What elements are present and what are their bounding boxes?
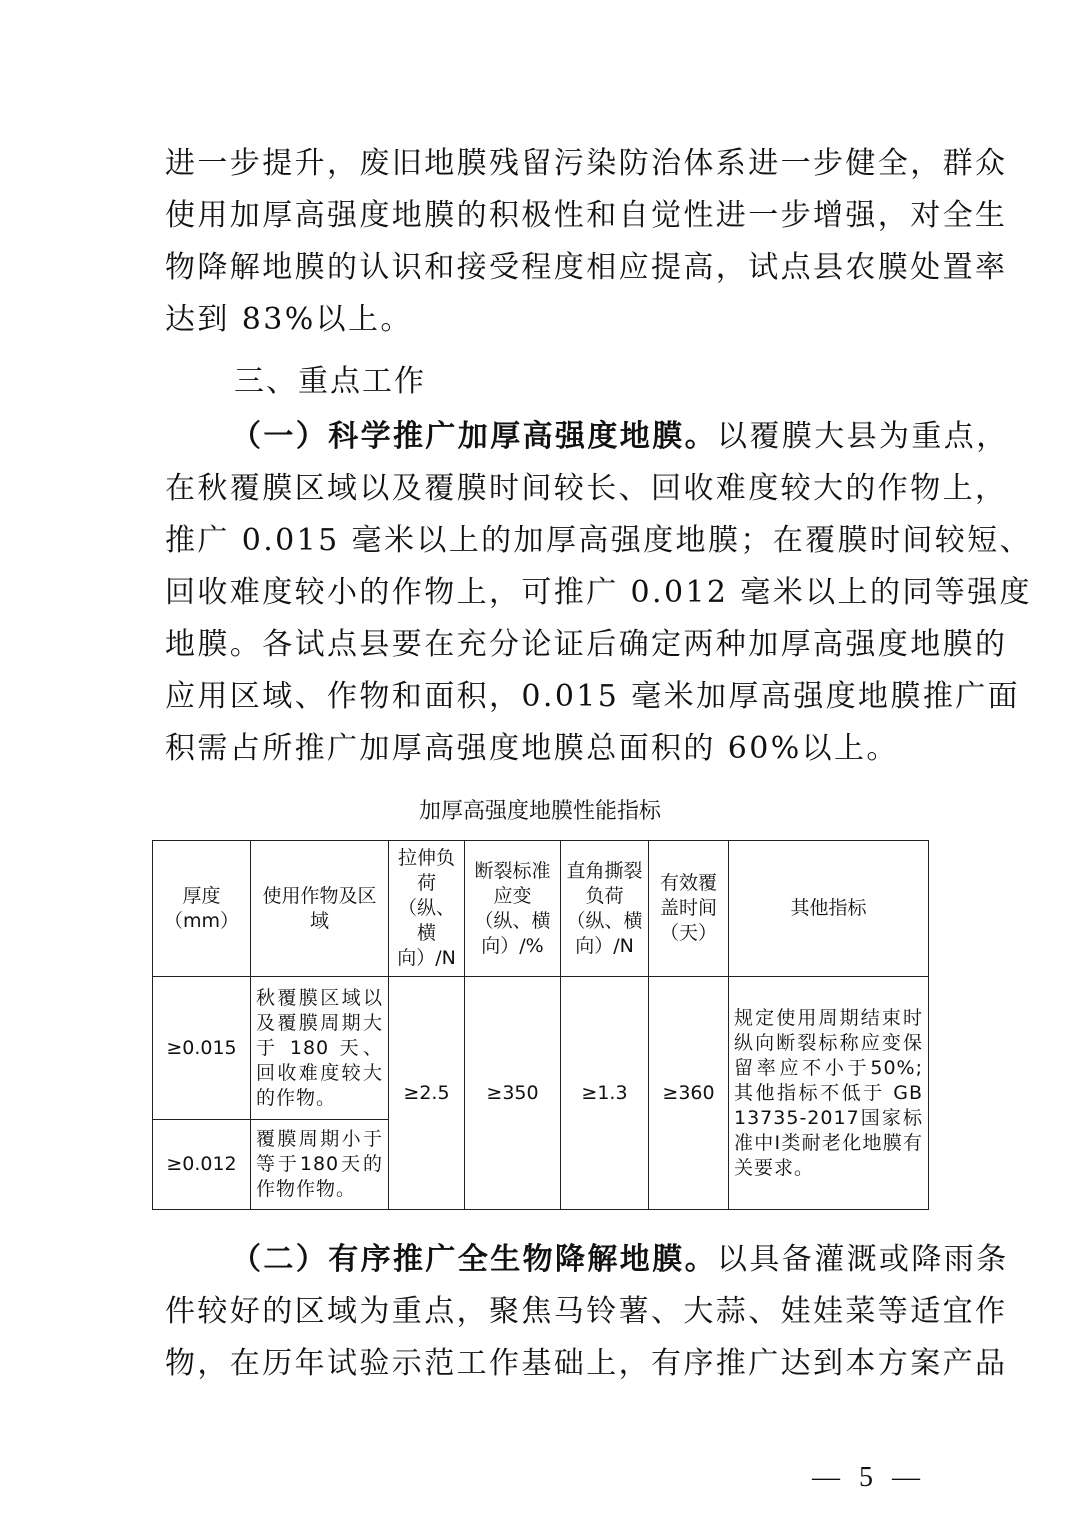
text-line xyxy=(165,411,1009,463)
strain-cell: ≥350 xyxy=(465,977,561,1210)
table-title: 加厚高强度地膜性能指标 xyxy=(418,799,661,824)
section-two-first-line: 以具备灌溉或降雨条 xyxy=(717,1242,1009,1277)
section-one-title: （一）科学推广加厚高强度地膜。 xyxy=(231,419,717,454)
header-other: 其他指标 xyxy=(729,841,929,977)
header-tensile-load: 拉伸负荷（纵、横向）/N xyxy=(389,841,465,977)
header-crops: 使用作物及区域 xyxy=(251,841,389,977)
table-row xyxy=(153,977,929,1120)
text-line: 应用区域、作物和面积，0.015 毫米加厚高强度地膜推广面 xyxy=(165,679,1021,714)
page-number: — 5 — xyxy=(812,1462,926,1493)
header-tear-load: 直角撕裂负荷（纵、横向）/N xyxy=(561,841,649,977)
tensile-load-cell: ≥2.5 xyxy=(389,977,465,1210)
text-line: 物降解地膜的认识和接受程度相应提高，试点县农膜处置率 xyxy=(165,250,1008,285)
tear-load-cell: ≥1.3 xyxy=(561,977,649,1210)
text-line: 达到 83%以上。 xyxy=(165,302,413,337)
other-criteria-cell: 规定使用周期结束时纵向断裂标称应变保留率应不小于50%;其他指标不低于 GB 13735-2017国家标准中I类耐老化地膜有关要求。 xyxy=(729,977,929,1210)
text-line: 积需占所推广加厚高强度地膜总面积的 60%以上。 xyxy=(165,731,899,766)
section-one-first-line: 以覆膜大县为重点， xyxy=(717,419,1009,454)
thickness-cell: ≥0.015 xyxy=(153,977,251,1120)
section-two-paragraph xyxy=(165,1234,1009,1390)
performance-table xyxy=(152,840,929,1210)
thickness-cell: ≥0.012 xyxy=(153,1120,251,1210)
text-line: 回收难度较小的作物上，可推广 0.012 毫米以上的同等强度 xyxy=(165,575,1032,610)
section-heading: 三、重点工作 xyxy=(234,364,426,399)
header-cover-days: 有效覆盖时间（天） xyxy=(649,841,729,977)
crops-cell: 秋覆膜区域以及覆膜周期大于 180 天、回收难度较大的作物。 xyxy=(251,977,389,1120)
text-line: 件较好的区域为重点，聚焦马铃薯、大蒜、娃娃菜等适宜作 xyxy=(165,1294,1008,1329)
text-line: 使用加厚高强度地膜的积极性和自觉性进一步增强，对全生 xyxy=(165,198,1008,233)
section-one-paragraph xyxy=(165,411,1032,775)
intro-paragraph xyxy=(165,138,1008,346)
text-line: 进一步提升，废旧地膜残留污染防治体系进一步健全，群众 xyxy=(165,146,1008,181)
header-thickness: 厚度（mm） xyxy=(153,841,251,977)
text-line xyxy=(165,1234,1009,1286)
text-line: 物，在历年试验示范工作基础上，有序推广达到本方案产品 xyxy=(165,1346,1008,1381)
text-line: 地膜。各试点县要在充分论证后确定两种加厚高强度地膜的 xyxy=(165,627,1008,662)
text-line: 在秋覆膜区域以及覆膜时间较长、回收难度较大的作物上， xyxy=(165,471,1008,506)
header-strain: 断裂标准应变（纵、横向）/% xyxy=(465,841,561,977)
crops-cell: 覆膜周期小于等于180天的作物作物。 xyxy=(251,1120,389,1210)
cover-days-cell: ≥360 xyxy=(649,977,729,1210)
table-header-row xyxy=(153,841,929,977)
section-two-title: （二）有序推广全生物降解地膜。 xyxy=(231,1242,717,1277)
text-line: 推广 0.015 毫米以上的加厚高强度地膜；在覆膜时间较短、 xyxy=(165,523,1032,558)
